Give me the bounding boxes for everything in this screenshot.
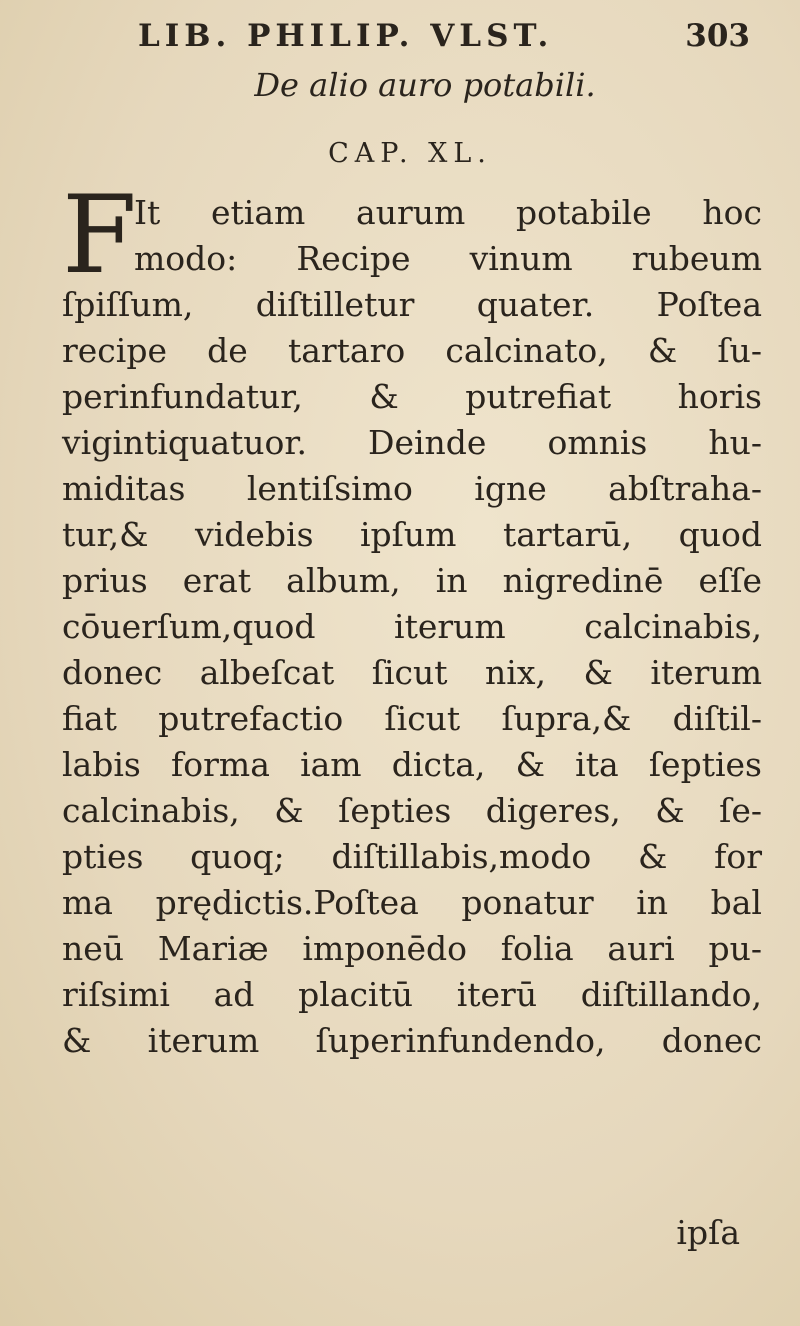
text-line: miditas lentiſsimo igne abſtraha-	[62, 469, 762, 508]
text-line: calcinabis, & ſepties digeres, & ſe-	[62, 791, 762, 830]
chapter-title: De alio auro potabili.	[254, 66, 596, 104]
text-line: tur,& videbis ipſum tartarū, quod	[62, 515, 762, 554]
text-line: perinfundatur, & putrefiat horis	[62, 377, 762, 416]
catchword: ipſa	[676, 1213, 740, 1252]
text-line: pties quoq; diſtillabis,modo & for	[62, 837, 762, 876]
text-line: cōuerſum,quod iterum calcinabis,	[62, 607, 762, 646]
text-line: & iterum ſuperinfundendo, donec	[62, 1021, 762, 1060]
text-line: vigintiquatuor. Deinde omnis hu-	[62, 423, 762, 462]
body-text	[62, 190, 762, 1064]
drop-cap-initial: F	[62, 173, 137, 298]
text-line: ſpiſſum, diſtilletur quater. Poſtea	[62, 285, 762, 324]
chapter-label: CAP. XL.	[328, 138, 492, 169]
page-number: 303	[685, 18, 750, 54]
running-head: LIB. PHILIP. VLST.	[138, 18, 554, 54]
text-line: It etiam aurum potabile hoc	[134, 193, 762, 232]
page-header	[0, 14, 800, 54]
text-line: riſsimi ad placitū iterū diſtillando,	[62, 975, 762, 1014]
text-line: modo: Recipe vinum rubeum	[134, 239, 762, 278]
text-line: donec albeſcat ſicut nix, & iterum	[62, 653, 762, 692]
text-line: prius erat album, in nigredinē eſſe	[62, 561, 762, 600]
text-line: recipe de tartaro calcinato, & ſu-	[62, 331, 762, 370]
text-line: neū Mariæ imponēdo folia auri pu-	[62, 929, 762, 968]
text-line: labis forma iam dicta, & ita ſepties	[62, 745, 762, 784]
text-line: fiat putrefactio ſicut ſupra,& diſtil-	[62, 699, 762, 738]
text-line: ma prędictis.Poſtea ponatur in bal	[62, 883, 762, 922]
